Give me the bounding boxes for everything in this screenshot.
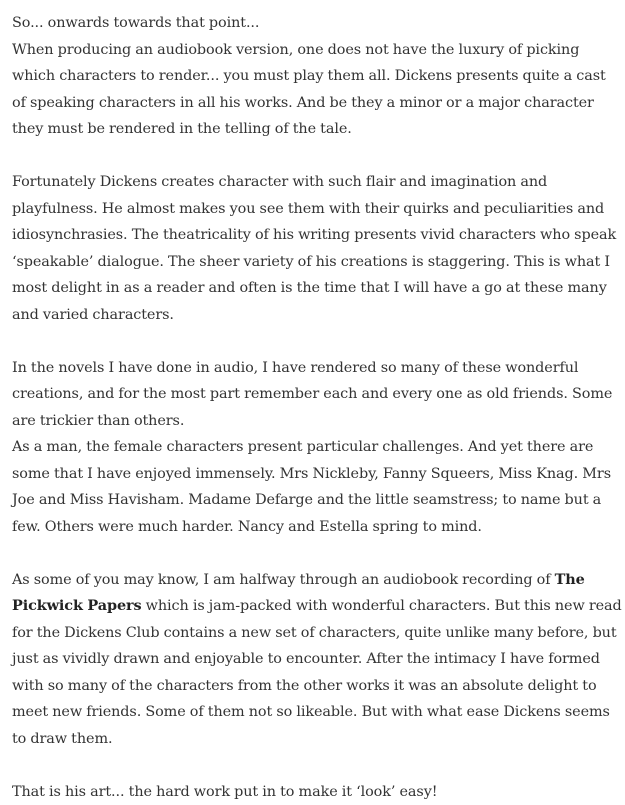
female-characters-text: As a man, the female characters present particular challenges. And yet there are some that I have enjoyed immensely. Mrs Nickleby, Fanny Squeers, Miss Knag. Mrs Joe and Miss Havisham. Madame Defarge and the little seamstress; to name but a few. Others were much harder. Nancy and Estella spring to mind. xyxy=(12,434,622,540)
intro-line: So... onwards towards that point... xyxy=(12,10,622,37)
paragraph-closing: That is his art... the hard work put in to make it ‘look’ easy! xyxy=(12,779,622,805)
article-body xyxy=(12,10,622,805)
pickwick-before: As some of you may know, I am halfway through an audiobook recording of xyxy=(12,572,555,588)
paragraph-intro xyxy=(12,10,622,143)
paragraph-pickwick xyxy=(12,567,622,753)
pickwick-after: which is jam-packed with wonderful characters. But this new read for the Dickens Club contains a new set of characters, quite unlike many before, but just as vividly drawn and enjoyable to encounter. After the intimacy I have formed with so many of the characters from the other works it was an absolute delight to meet new friends. Some of them not so likeable. But with what ease Dickens seems to draw them. xyxy=(12,598,622,747)
paragraph-character: Fortunately Dickens creates character with such flair and imagination and playfulness. He almost makes you see them with their quirks and peculiarities and idiosynchrasies. The theatricality of his writing presents vivid characters who speak ‘speakable’ dialogue. The sheer variety of his creations is staggering. This is what I most delight in as a reader and often is the time that I will have a go at these many and varied characters. xyxy=(12,169,622,328)
novels-text: In the novels I have done in audio, I have rendered so many of these wonderful creations, and for the most part remember each and every one as old friends. Some are trickier than others. xyxy=(12,355,622,435)
book-title: The Pickwick Papers xyxy=(12,571,585,615)
audiobook-text: When producing an audiobook version, one does not have the luxury of picking which characters to render... you must play them all. Dickens presents quite a cast of speaking characters in all his works. And be they a minor or a major character they must be rendered in the telling of the tale. xyxy=(12,37,622,143)
paragraph-novels xyxy=(12,355,622,541)
